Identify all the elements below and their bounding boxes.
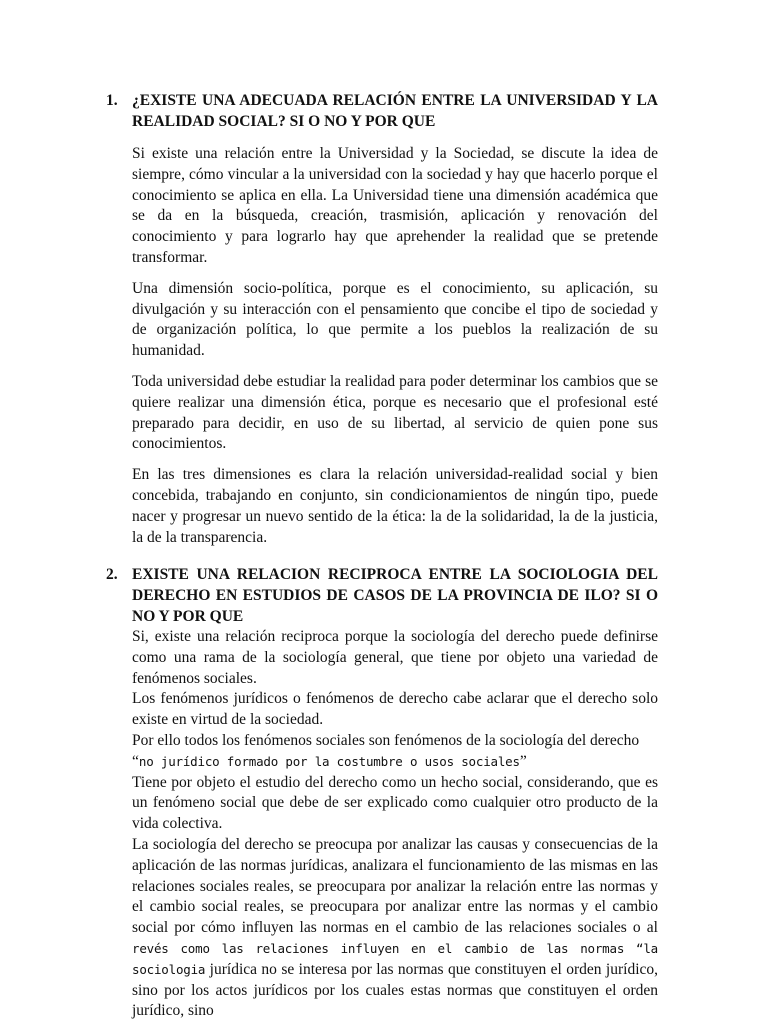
paragraph bbox=[132, 835, 658, 1022]
quote-text: no jurídico formado por la costumbre o usos sociales bbox=[138, 753, 520, 769]
paragraph: Si, existe una relación reciproca porque la sociología del derecho puede definirse como una rama de la sociología general, que tiene por objeto una variedad de fenómenos sociales. bbox=[132, 628, 658, 687]
section-2-number: 2. bbox=[106, 566, 118, 583]
paragraph: Si existe una relación entre la Universidad y la Sociedad, se discute la idea de siempre, cómo vincular a la universidad con la sociedad y hay que hacerlo porque el conocimiento se aplica en ella. La Universidad tiene una dimensión académica que se da en la búsqueda, creación, trasmisión, aplicación y renovación del conocimiento y para lograrlo hay que aprehender la realidad que se pretende transformar. bbox=[132, 145, 658, 266]
paragraph-part: La sociología del derecho se preocupa por analizar las causas y consecuencias de la aplicación de las normas jurídicas, analizara el funcionamiento de las mismas en las relaciones sociales reales, se preocupara por analizar la relación entre las normas y el cambio social reales, se preocupara por analizar entre las normas y el cambio social por cómo influyen las normas en el cambio de las relaciones sociales o al bbox=[132, 835, 658, 937]
paragraph: Toda universidad debe estudiar la realidad para poder determinar los cambios que se quiere realizar una dimensión ética, porque es necesario que el profesional esté preparado para decidir, en uso de su libertad, al servicio de quien pone sus conocimientos. bbox=[132, 372, 658, 453]
section-1-number: 1. bbox=[106, 92, 118, 109]
quote-close: ” bbox=[519, 752, 527, 770]
quote-open: “ bbox=[132, 752, 139, 770]
section-1-heading bbox=[106, 90, 658, 132]
section-1-body bbox=[132, 144, 658, 548]
paragraph: En las tres dimensiones es clara la relación universidad-realidad social y bien concebida, trabajando en conjunto, sin condicionamientos de ningún tipo, puede nacer y progresar un nuevo sentido de la ética: la de la solidaridad, la de la justicia, la de la transparencia. bbox=[132, 466, 658, 546]
section-1 bbox=[106, 90, 658, 558]
section-1-title: ¿EXISTE UNA ADECUADA RELACIÓN ENTRE LA UNIVERSIDAD Y LA REALIDAD SOCIAL? SI O NO Y POR QUE bbox=[132, 92, 658, 130]
paragraph-part: jurídica no se interesa por las normas que constituyen el orden jurídico, sino por los actos jurídicos por los cuales estas normas que constituyen el orden jurídico, sino bbox=[132, 960, 658, 1020]
section-2 bbox=[106, 564, 658, 1022]
section-2-heading bbox=[106, 564, 658, 627]
paragraph: Por ello todos los fenómenos sociales son fenómenos de la sociología del derecho bbox=[132, 731, 640, 749]
section-2-title: EXISTE UNA RELACION RECIPROCA ENTRE LA SOCIOLOGIA DEL DERECHO EN ESTUDIOS DE CASOS DE LA PROVINCIA DE ILO? SI O NO Y POR QUE bbox=[132, 566, 658, 625]
mono-text: revés como las relaciones influyen en el cambio de las normas “la sociologia bbox=[132, 940, 658, 977]
quote-line bbox=[132, 752, 658, 773]
paragraph: Los fenómenos jurídicos o fenómenos de derecho cabe aclarar que el derecho solo existe en virtud de la sociedad. bbox=[132, 690, 658, 729]
paragraph: Una dimensión socio-política, porque es el conocimiento, su aplicación, su divulgación y su interacción con el pensamiento que concibe el tipo de sociedad y de organización política, lo que permite a los pueblos la realización de su humanidad. bbox=[132, 279, 658, 360]
section-2-body bbox=[132, 627, 658, 1022]
paragraph: Tiene por objeto el estudio del derecho como un hecho social, considerando, que es un fenómeno social que debe de ser explicado como cualquier otro producto de la vida colectiva. bbox=[132, 773, 658, 833]
